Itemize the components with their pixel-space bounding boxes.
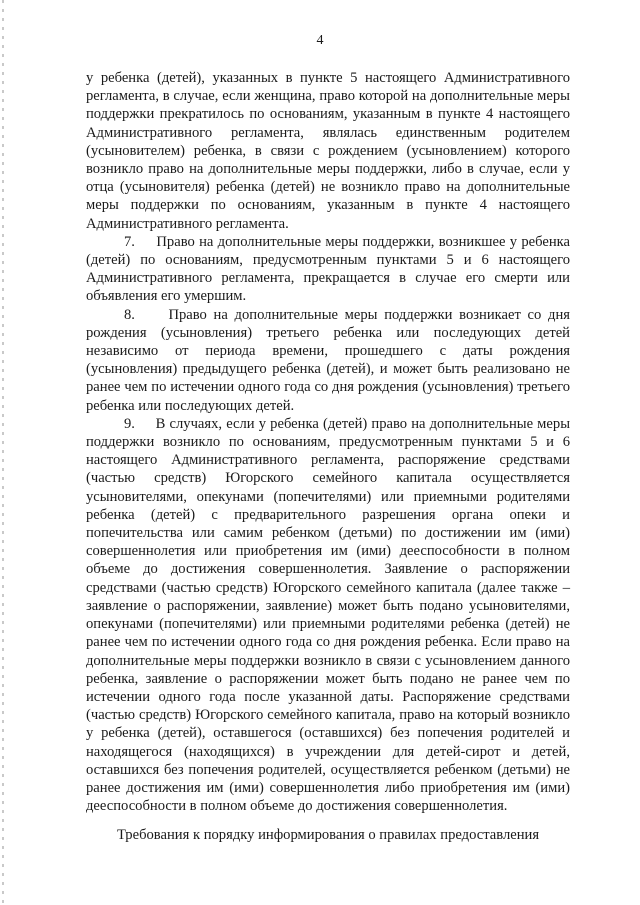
section-heading: Требования к порядку информирования о правилах предоставления: [116, 827, 540, 843]
document-body: [86, 69, 570, 815]
paragraph-7: 7. Право на дополнительные меры поддержки, возникшее у ребенка (детей) по основаниям, предусмотренным пунктами 5 и 6 настоящего Административного регламента, прекращается в случае его смерти или объявления его умершим.: [86, 233, 570, 305]
paragraph-8: 8. Право на дополнительные меры поддержки возникает со дня рождения (усыновления) третьего ребенка или последующих детей независимо от периода времени, прошедшего с даты рождения (усыновления) предыдущего ребенка (детей), и может быть реализовано не ранее чем по истечении одного года со дня рождения (усыновления) третьего ребенка или последующих детей.: [86, 306, 570, 414]
paragraph-9: 9. В случаях, если у ребенка (детей) право на дополнительные меры поддержки возникло по основаниям, предусмотренным пунктами 5 и 6 настоящего Административного регламента, распоряжение средствами (частью средств) Югорского семейного капитала осуществляется усыновителями, опекунами (попечителями) или приемными родителями ребенка (детей) с предварительного разрешения органа опеки и попечительства или самим ребенком (детьми) по достижении им (ими) совершеннолетия или приобретения им (ими) дееспособности в полном объеме до достижения совершеннолетия. Заявление о распоряжении средствами (частью средств) Югорского семейного капитала (далее также – заявление о распоряжении, заявление) может быть подано усыновителями, опекунами (попечителями) или приемными родителями ребенка (детей) не ранее чем по истечении одного года со дня рождения ребенка. Если право на дополнительные меры поддержки возникло в связи с усыновлением данного ребенка, заявление о распоряжении может быть подано не ранее чем по истечении одного года после указанной даты. Распоряжение средствами (частью средств) Югорского семейного капитала, право на который возникло у ребенка (детей), оставшегося (оставшихся) без попечения родителей и находящегося (находящихся) в учреждении для детей-сирот и детей, оставшихся без попечения родителей, осуществляется ребенком (детьми) не ранее достижения им (ими) совершеннолетия либо приобретения им (ими) дееспособности в полном объеме до достижения совершеннолетия.: [86, 415, 570, 815]
scan-edge-marks: [2, 0, 4, 905]
paragraph-continuation: у ребенка (детей), указанных в пункте 5 настоящего Административного регламента, в случае, если женщина, право которой на дополнительные меры поддержки прекратилось по основаниям, указанным в пункте 4 настоящего Административного регламента, являлась единственным родителем (усыновителем) ребенка, в связи с рождением (усыновлением) которого возникло право на дополнительные меры поддержки, либо в случае, если у отца (усыновителя) ребенка (детей) не возникло право на дополнительные меры поддержки по основаниям, указанным в пункте 4 настоящего Административного регламента.: [86, 70, 570, 232]
page-number: 4: [316, 33, 324, 48]
